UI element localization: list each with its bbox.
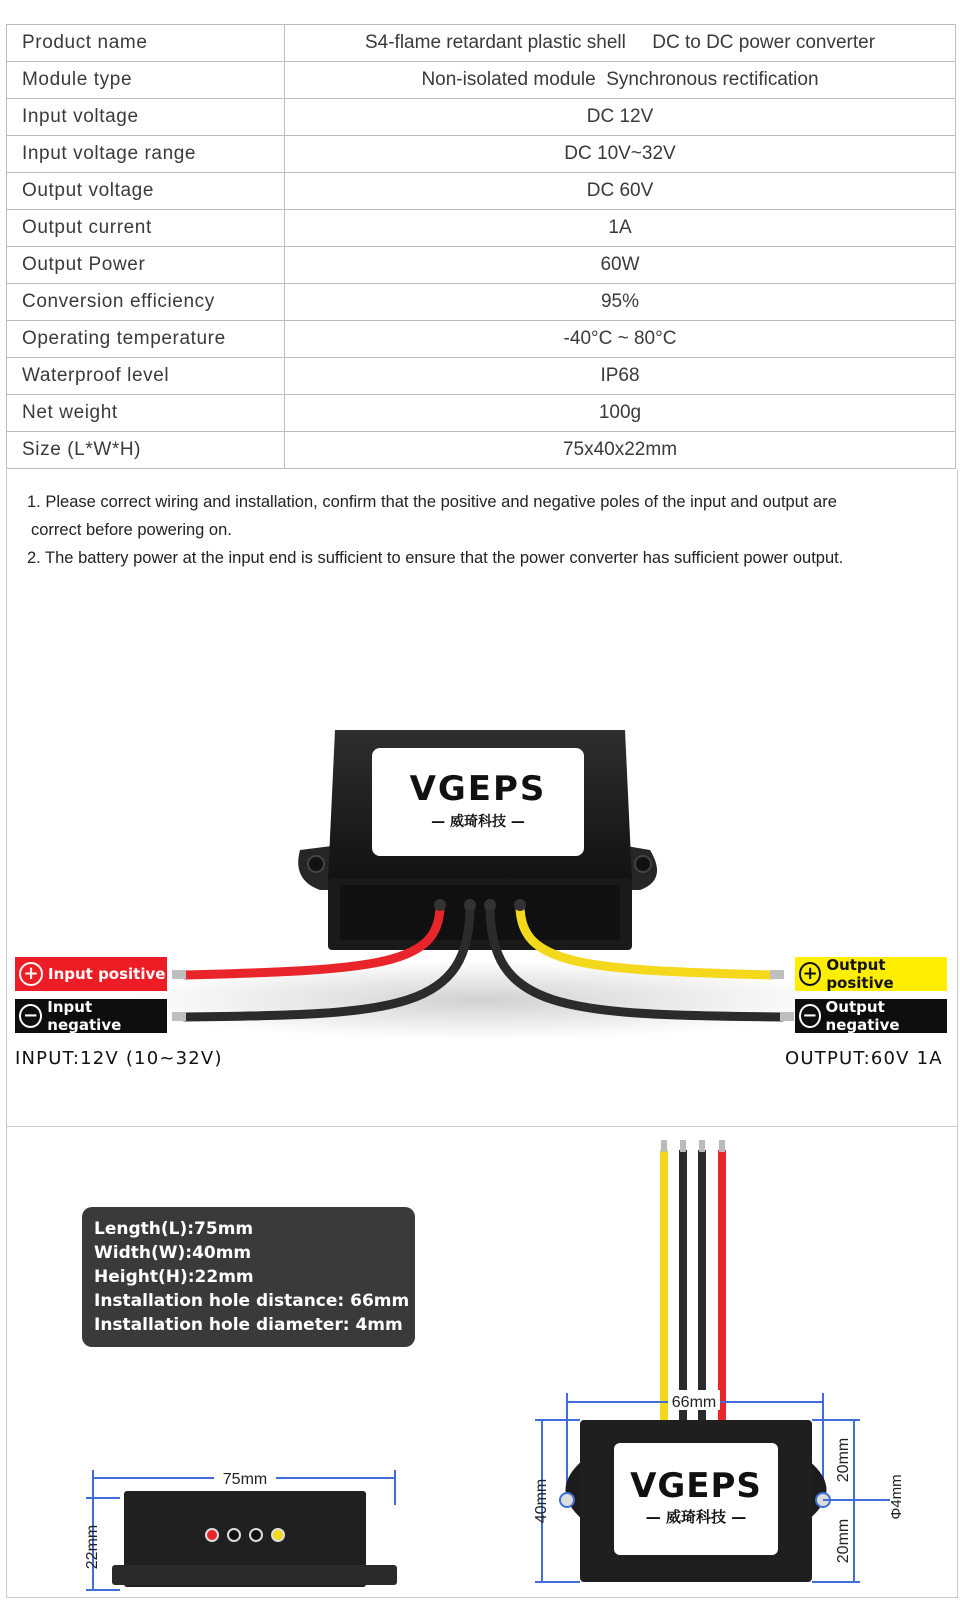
brand-sub-top: — 威琦科技 — [645,1508,747,1526]
minus-icon: − [19,1004,42,1028]
input-negative-tag [15,999,167,1033]
output-negative-label: Output negative [825,998,900,1034]
spec-value: 1A [285,210,956,247]
spec-value: 100g [285,395,956,432]
minus-icon: − [799,1004,821,1028]
half-width-bottom-label: 20mm [835,1518,852,1564]
height-22mm-label: 22mm [84,1524,101,1570]
plus-icon: + [799,962,821,986]
spec-label: Input voltage [7,99,285,136]
note-1: 1. Please correct wiring and installation, confirm that the positive and negative poles of the input and output are [27,493,837,511]
top-view-drawing [533,1140,905,1582]
height-spec: Height(H):22mm [94,1267,254,1287]
converter-3d-illustration [120,730,840,1040]
hole-distance-66mm-label: 66mm [671,1394,717,1411]
width-spec: Width(W):40mm [94,1243,252,1263]
side-view-drawing [84,1466,397,1590]
spec-value: 75x40x22mm [285,432,956,469]
output-negative-tag [795,999,947,1033]
hole-diameter-label: Φ4mm [888,1474,905,1520]
hole-distance-spec: Installation hole distance: 66mm [94,1291,410,1311]
spec-label: Conversion efficiency [7,284,285,321]
spec-label: Net weight [7,395,285,432]
brand-sub-3d: — 威琦科技 — [431,814,525,830]
spec-value: S4-flame retardant plastic shell DC to DC power converter [285,25,956,62]
input-positive-tag [15,957,167,991]
note-2: 2. The battery power at the input end is sufficient to ensure that the power converter has sufficient power output. [27,549,844,567]
plus-icon: + [19,962,43,986]
spec-value: IP68 [285,358,956,395]
spec-value: DC 12V [285,99,956,136]
dimensions-info-box [82,1207,415,1347]
input-positive-label: Input positive [48,965,166,983]
spec-label: Size (L*W*H) [7,432,285,469]
input-negative-label: Input negative [47,998,122,1034]
spec-label: Product name [7,25,285,62]
brand-logo-top: VGEPS [630,1466,762,1506]
spec-value: 95% [285,284,956,321]
length-75mm-label: 75mm [222,1471,268,1488]
spec-value: DC 10V~32V [285,136,956,173]
spec-label: Input voltage range [7,136,285,173]
spec-value: -40°C ~ 80°C [285,321,956,358]
length-spec: Length(L):75mm [94,1219,254,1239]
half-width-top-label: 20mm [835,1437,852,1483]
hole-diameter-spec: Installation hole diameter: 4mm [94,1315,403,1335]
spec-label: Output Power [7,247,285,284]
note-1-continued: correct before powering on. [31,521,232,539]
spec-label: Module type [7,62,285,99]
width-40mm-label: 40mm [533,1478,550,1524]
output-positive-tag [795,957,947,991]
input-spec: INPUT:12V (10~32V) [15,1048,223,1069]
brand-logo-3d: VGEPS [409,769,547,809]
spec-label: Operating temperature [7,321,285,358]
spec-label: Output voltage [7,173,285,210]
output-spec: OUTPUT:60V 1A [785,1048,943,1069]
output-positive-label: Output positive [826,956,894,992]
spec-label: Output current [7,210,285,247]
spec-value: 60W [285,247,956,284]
spec-value: DC 60V [285,173,956,210]
spec-value: Non-isolated module Synchronous rectification [285,62,956,99]
spec-label: Waterproof level [7,358,285,395]
